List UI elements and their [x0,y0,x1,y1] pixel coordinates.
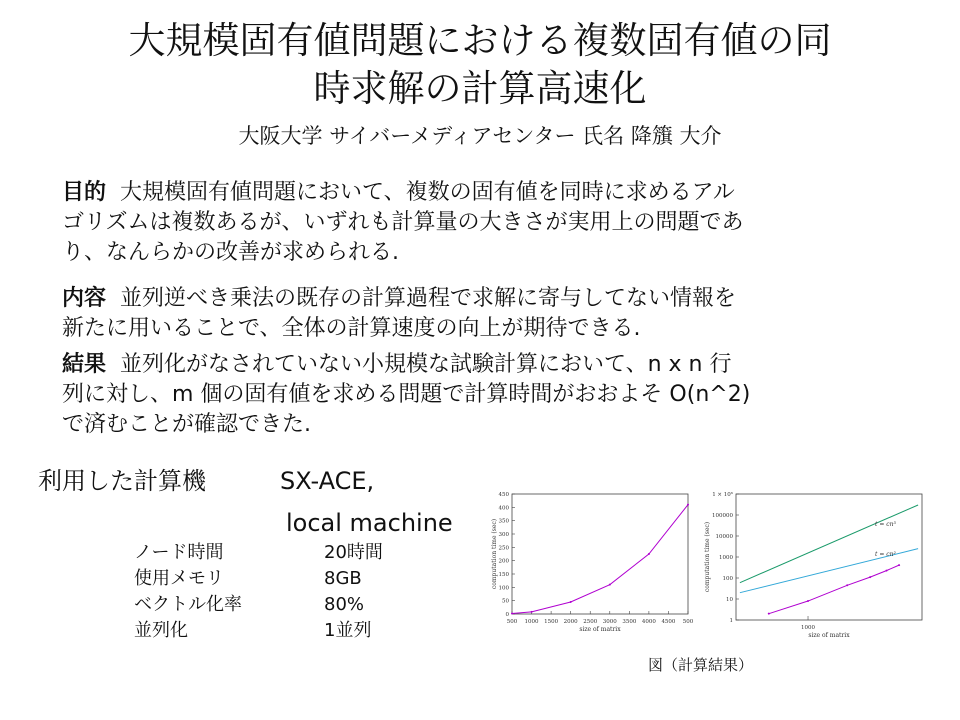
spec-row [134,566,454,592]
y-tick-label: 50 [502,598,509,605]
section-line: 列に対し、m 個の固有値を求める問題で計算時間がおおよそ O(n^2) [62,382,751,407]
linear-chart [488,486,694,636]
machines-label: 利用した計算機 [38,467,206,495]
annotation-quadratic: t = cn² [875,551,896,558]
spec-value: 1並列 [324,620,372,641]
spec-value: 20時間 [324,542,383,563]
section-line: 並列化がなされていない小規模な試験計算において、n x n 行 [120,352,732,377]
section-purpose [62,178,912,268]
y-axis-label: computation time (sec) [704,521,711,593]
spec-value: 8GB [324,568,362,589]
x-tick-label: 500 [682,619,694,625]
section-content [62,284,912,344]
spec-row [134,540,454,566]
y-tick-label: 0 [505,612,509,618]
spec-row [134,618,454,644]
x-tick-label: 3500 [622,619,637,625]
y-tick-label: 10000 [715,534,733,540]
spec-table [134,540,454,644]
x-tick-label: 500 [506,619,518,625]
section-heading: 結果 [62,352,107,377]
x-tick-label: 3000 [602,619,617,625]
data-point [898,564,900,566]
x-tick-label: 2500 [583,619,598,625]
y-tick-label: 100 [722,576,733,582]
x-tick-label: 2000 [563,619,578,625]
annotation-cubic: t = cn³ [875,521,896,528]
machines-value-2: local machine [286,509,453,537]
y-tick-label: 1000 [719,555,733,561]
section-result [62,350,912,440]
section-line: り、なんらかの改善が求められる. [62,240,399,265]
title-line-1: 大規模固有値問題における複数固有値の同 [128,19,832,62]
spec-row [134,592,454,618]
data-point [511,612,513,614]
data-point [531,611,533,613]
data-point [807,600,809,602]
spec-key: ベクトル化率 [134,594,242,615]
x-tick-label: 4000 [641,619,656,625]
x-tick-label: 4500 [661,619,676,625]
y-tick-label: 300 [498,532,509,538]
spec-key: 並列化 [134,620,188,641]
data-point [570,601,572,603]
y-tick-label: 100 [498,585,509,592]
y-axis-label: computation time (sec) [491,518,498,590]
data-point [885,570,887,572]
y-tick-label: 10 [726,597,733,603]
spec-key: ノード時間 [134,542,224,563]
y-tick-label: 100000 [712,513,733,519]
x-axis-label: size of matrix [808,632,850,639]
data-point [869,576,871,578]
y-tick-label: 450 [498,492,509,498]
section-line: で済むことが確認できた. [62,412,311,437]
y-tick-label: 350 [498,518,509,525]
section-heading: 目的 [62,180,107,205]
log-log-chart [700,486,925,646]
x-tick-label: 1000 [524,619,539,625]
author-line: 大阪大学 サイバーメディアセンター 氏名 降籏 大介 [238,124,722,148]
spec-key: 使用メモリ [134,568,224,589]
y-tick-label: 150 [498,572,509,578]
section-line: 大規模固有値問題において、複数の固有値を同時に求めるアル [120,180,735,205]
x-tick-label: 1500 [544,619,559,625]
spec-value: 80% [324,594,365,615]
data-point [846,584,848,586]
data-point [687,504,689,506]
series-line [512,505,688,614]
data-point [648,553,650,555]
figure-caption: 図（計算結果） [648,656,754,674]
title-line-2: 時求解の計算高速化 [313,67,647,110]
data-point [768,613,770,615]
y-tick-label: 400 [498,505,509,512]
y-tick-label: 200 [498,558,509,565]
section-heading: 内容 [62,286,107,311]
machines-value-1: SX-ACE, [280,467,375,495]
y-tick-label: 250 [498,545,509,552]
plot-frame [512,494,688,614]
section-line: 並列逆べき乗法の既存の計算過程で求解に寄与してない情報を [120,286,737,311]
series-line [769,565,899,614]
data-point [609,584,611,586]
x-axis-label: size of matrix [579,626,621,633]
section-line: ゴリズムは複数あるが、いずれも計算量の大きさが実用上の問題であ [62,210,744,235]
y-tick-label: 1 × 10⁶ [712,492,733,498]
section-line: 新たに用いることで、全体の計算速度の向上が期待できる. [62,316,641,341]
y-tick-label: 1 [729,618,733,624]
x-tick-label: 1000 [801,625,816,631]
